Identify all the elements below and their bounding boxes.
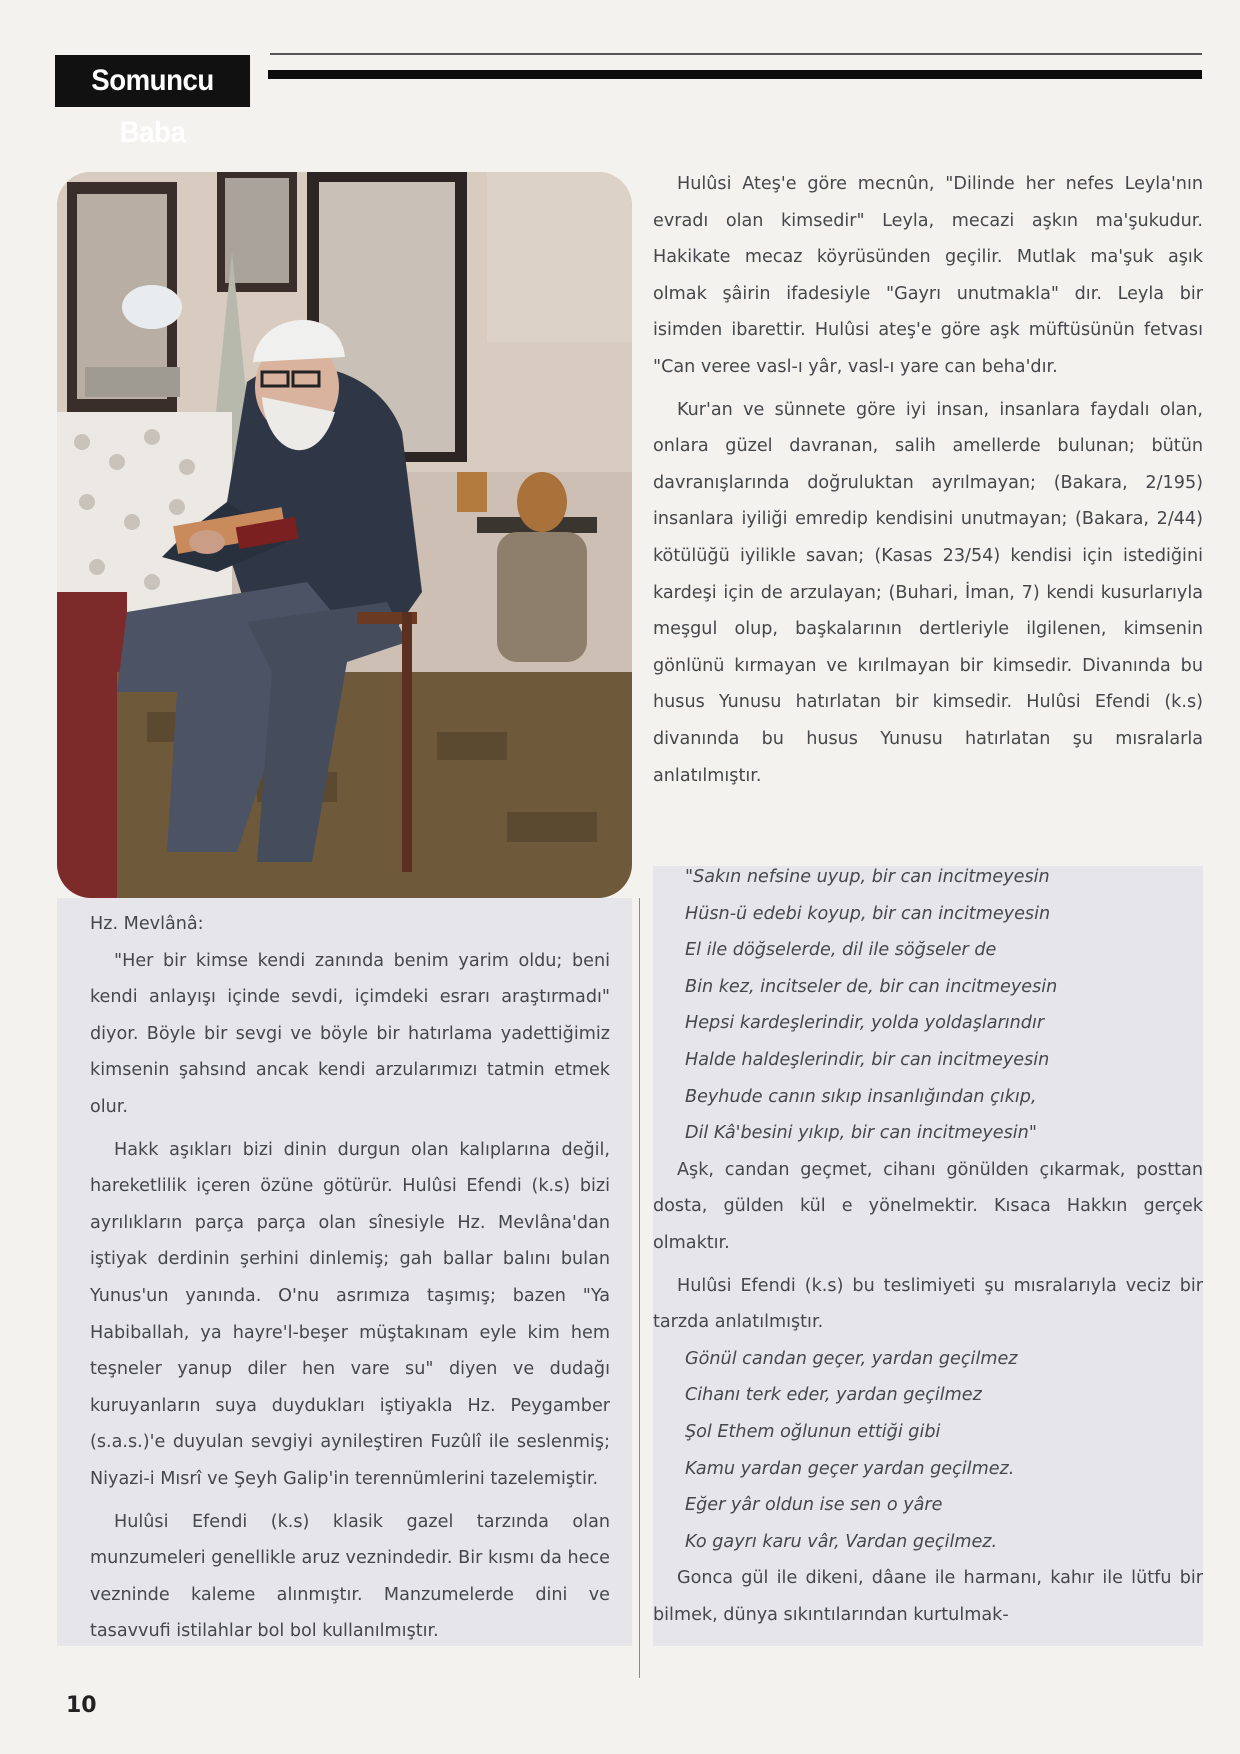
right-column-text-top <box>653 166 1203 794</box>
right-column-text-bottom <box>653 859 1203 1633</box>
paragraph: Gonca gül ile dikeni, dâane ile harmanı, kahır ile lütfu bir bilmek, dünya sıkıntılarından kurtulmak- <box>653 1568 1203 1625</box>
page-number: 10 <box>66 1693 97 1718</box>
verse-line: Halde haldeşlerindir, bir can incitmeyesin <box>685 1049 1050 1070</box>
paragraph: Hulûsi Ateş'e göre mecnûn, "Dilinde her nefes Leyla'nın evradı olan kimsedir" Leyla, mecazi aşkın ma'şukudur. Hakikate mecaz köyrüsünden geçilir. Mutlak ma'şuk aşık olmak şâirin ifadesiyle "Gayrı unutmakla" dır. Leyla bir isimden ibarettir. Hulûsi ateş'e göre aşk müftüsünün fetvası "Can veree vasl-ı yâr, vasl-ı yare can beha'dır. <box>653 174 1203 377</box>
header-rule-thin <box>270 53 1202 55</box>
left-column-text <box>90 906 610 1650</box>
paragraph: Kur'an ve sünnete göre iyi insan, insanlara faydalı olan, onlara güzel davranan, salih amellerde bulunan; bütün davranışlarında doğruluktan ayrılmayan; (Bakara, 2/195) insanlara iyiliği emredip kendisini unutmayan; (Bakara, 2/44) kötülüğü iyilikle savan; (Kasas 23/54) kendisi için istediğini kardeşi için de arzulayan; (Buhari, İman, 7) kendi kusurlarıyla meşgul olup, başkalarının dertleriyle ilgilenen, kimsenin gönlünü kırmayan ve kırılmayan bir kimsedir. Divanında bu husus Yunusu hatırlatan bir kimsedir. Hulûsi Efendi (k.s) divanında bu husus Yunusu hatırlatan şu mısralarla anlatılmıştır. <box>653 399 1203 786</box>
paragraph: Hulûsi Efendi (k.s) bu teslimiyeti şu mısralarıyla veciz bir tarzda anlatılmıştır. <box>653 1275 1203 1333</box>
verse-line: Hüsn-ü edebi koyup, bir can incitmeyesin <box>685 903 1051 924</box>
verse-line: Bin kez, incitseler de, bir can incitmeyesin <box>685 976 1058 997</box>
verse-line: Cihanı terk eder, yardan geçilmez <box>685 1385 982 1406</box>
verse-line: Eğer yâr oldun ise sen o yâre <box>685 1495 943 1516</box>
paragraph: "Her bir kimse kendi zanında benim yarim oldu; beni kendi anlayışı içinde sevdi, içimdeki esrarı araştırmadı" diyor. Böyle bir sevgi ve böyle bir hatırlama yadettiğimiz kimsenin şahsınd ancak kendi arzularımızı tatmin etmek olur. <box>90 950 610 1117</box>
photo-elderly-man-reading <box>57 172 632 898</box>
magazine-title: Somuncu Baba <box>55 55 250 107</box>
verse-line: "Sakın nefsine uyup, bir can incitmeyesin <box>685 867 1050 887</box>
paragraph: Hz. Mevlânâ: <box>90 914 204 934</box>
verse-line: Kamu yardan geçer yardan geçilmez. <box>685 1458 1015 1479</box>
verse-line: Şol Ethem oğlunun ettiği gibi <box>685 1421 941 1442</box>
verse-line: El ile döğselerde, dil ile söğseler de <box>685 940 997 961</box>
verse-line: Gönül candan geçer, yardan geçilmez <box>685 1348 1018 1369</box>
verse-line: Hepsi kardeşlerindir, yolda yoldaşlarındır <box>685 1013 1045 1034</box>
paragraph: Hulûsi Efendi (k.s) klasik gazel tarzında olan munzumeleri genellikle aruz veznindedir. Bir kısmı da hece vezninde kaleme alınmıştır. Manzumelerde dini ve tasavvufi istilahlar bol bol kullanılmıştır. <box>90 1511 610 1642</box>
paragraph: Hakk aşıkları bizi dinin durgun olan kalıplarına değil, hareketlilik içeren özüne götürür. Hulûsi Efendi (k.s) bizi ayrılıkların parça parça olan sînesiyle Hz. Mevlâna'dan iştiyak derdinin şerhini dinlemiş; gah ballar balını bulan Yunus'un yanında. O'nu asrımıza taşımış; bazen "Ya Habiballah, ya hayre'l-beşer müştakınam eyle kim hem teşneler yanup diler hen vare su" diyen ve dudağı kuruyanların suya duydukları iştiyakla Hz. Peygamber (s.a.s.)'e duyulan sevgiyi aynileştiren Fuzûlî ile seslenmiş; Niyazi-i Mısrî ve Şeyh Galip'in terennümlerini tazelemiştir. <box>90 1139 610 1489</box>
column-divider <box>639 898 640 1678</box>
verse-line: Ko gayrı karu vâr, Vardan geçilmez. <box>685 1531 998 1552</box>
paragraph: Aşk, candan geçmet, cihanı gönülden çıkarmak, posttan dosta, gülden kül e yönelmektir. Kısaca Hakkın gerçek olmaktır. <box>653 1159 1203 1253</box>
header-rule-thick <box>268 70 1202 79</box>
verse-line: Beyhude canın sıkıp insanlığından çıkıp, <box>685 1086 1037 1107</box>
verse-block-1 <box>653 859 1203 1152</box>
verse-line: Dil Kâ'besini yıkıp, bir can incitmeyesin" <box>685 1123 1037 1144</box>
verse-block-2 <box>653 1341 1203 1561</box>
